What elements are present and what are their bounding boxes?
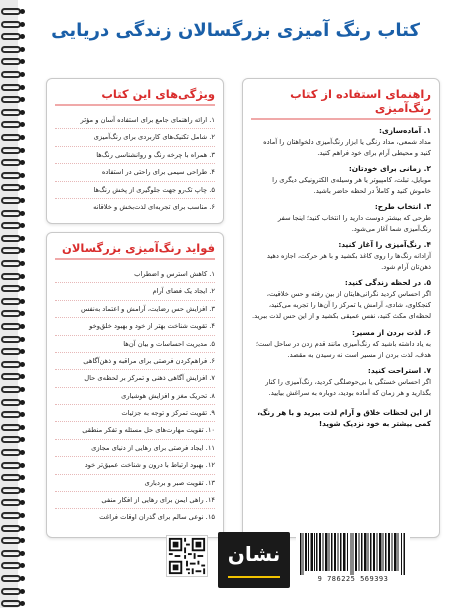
title-divider — [55, 104, 215, 106]
feature-item: ۳. همراه با چرخه رنگ و روانشناسی رنگ‌ها — [55, 147, 215, 164]
binding-hole — [20, 589, 25, 594]
binding-hole — [20, 551, 25, 556]
barcode-graphic — [296, 531, 410, 575]
feature-item: ۱. ارائه راهنمای جامع برای استفاده آسان و مؤثر — [55, 112, 215, 129]
benefits-box — [46, 232, 224, 538]
isbn-number: 9 786225 569393 — [317, 575, 389, 583]
benefit-item: ۴. تقویت شناخت بهتر از خود و بهبود خلق‌وخو — [55, 318, 215, 335]
feature-item: ۶. مناسب برای تجربه‌ای لذت‌بخش و خلاقانه — [93, 202, 215, 211]
spiral-ring — [1, 33, 21, 40]
guide-step-text: آزادانه رنگ‌ها را روی کاغذ بکشید و با هر حرکت، اجازه دهید ذهن‌تان آرام شود. — [266, 252, 431, 272]
guide-step-heading: ۶. لذت بردن از مسیر: — [351, 327, 431, 337]
spiral-ring — [1, 361, 21, 368]
spiral-ring — [1, 121, 21, 128]
guide-closing: از این لحظات خلاق و آرام لذت ببرید و با هر رنگ، کمی بیشتر به خود نزدیک شوید! — [257, 407, 431, 429]
binding-hole — [20, 425, 25, 430]
benefit-item: ۱۳. تقویت صبر و بردباری — [55, 475, 215, 492]
binding-hole — [20, 72, 25, 77]
spiral-ring — [1, 235, 21, 242]
spiral-ring — [1, 537, 21, 544]
guide-step-text: اگر احساس خستگی یا بی‌حوصلگی کردید، رنگ‌آمیزی را کنار بگذارید و هر زمان که آماده بودید، دوباره به سراغش بیایید. — [265, 377, 431, 397]
title-divider — [251, 118, 431, 120]
book-title: کتاب رنگ آمیزی بزرگسالان زندگی دریایی — [51, 20, 420, 41]
feature-item: ۲. شامل تکنیک‌های کاربردی برای رنگ‌آمیزی — [55, 129, 215, 146]
binding-hole — [20, 85, 25, 90]
qr-code — [166, 535, 208, 577]
binding-hole — [20, 47, 25, 52]
spiral-ring — [1, 323, 21, 330]
spiral-ring — [1, 399, 21, 406]
spiral-ring — [1, 184, 21, 191]
spiral-ring — [1, 197, 21, 204]
spiral-ring — [1, 588, 21, 595]
benefit-item: ۵. مدیریت احساسات و بیان آن‌ها — [55, 336, 215, 353]
spiral-ring — [1, 373, 21, 380]
usage-guide-box — [242, 78, 440, 538]
benefits-list — [55, 266, 215, 526]
binding-hole — [20, 362, 25, 367]
binding-hole — [20, 148, 25, 153]
binding-hole — [20, 110, 25, 115]
benefit-item: ۱۲. بهبود ارتباط با درون و شناخت عمیق‌تر خود — [55, 457, 215, 474]
guide-step-heading: ۳. انتخاب طرح: — [374, 202, 431, 212]
spiral-ring — [1, 462, 21, 469]
spiral-ring — [1, 562, 21, 569]
spiral-ring — [1, 159, 21, 166]
spiral-ring — [1, 96, 21, 103]
binding-hole — [20, 337, 25, 342]
spiral-ring — [1, 336, 21, 343]
spiral-ring — [1, 172, 21, 179]
spiral-ring — [1, 499, 21, 506]
spiral-ring — [1, 512, 21, 519]
guide-step-text: مداد شمعی، مداد رنگی یا ابزار رنگ‌آمیزی دلخواهتان را آماده کنید و محیطی آرام برای خود فراهم کنید. — [263, 138, 431, 158]
benefit-item: ۱۱. ایجاد فرصتی برای رهایی از دنیای مجازی — [55, 440, 215, 457]
feature-item: ۵. چاپ تک‌رو جهت جلوگیری از پخش رنگ‌ها — [55, 182, 215, 199]
title-divider — [55, 258, 215, 260]
spiral-ring — [1, 21, 21, 28]
benefit-item: ۹. تقویت تمرکز و توجه به جزئیات — [55, 405, 215, 422]
spiral-ring — [1, 247, 21, 254]
benefit-item: ۶. فراهم‌کردن فرصتی برای مراقبه و ذهن‌آگاهی — [55, 353, 215, 370]
spiral-ring — [1, 273, 21, 280]
isbn-barcode — [296, 531, 410, 589]
spiral-ring — [1, 222, 21, 229]
spiral-ring — [1, 58, 21, 65]
feature-item: ۴. طراحی سیمی برای راحتی در استفاده — [55, 164, 215, 181]
binding-hole — [20, 173, 25, 178]
guide-step-text: اگر احساس کردید نگرانی‌هایتان از بین رفته و حس خلاقیت، کنجکاوی، شادی، آرامش یا تمرکز را آن‌ها را تجربه می‌کنید، لحظه‌ای مکث کنید، نفس عمیقی بکشید و از این حس لذت ببرید. — [252, 290, 431, 321]
binding-hole — [20, 526, 25, 531]
benefit-item: ۱۴. راهی ایمن برای رهایی از افکار منفی — [55, 492, 215, 509]
binding-hole — [20, 513, 25, 518]
qr-code-graphic — [167, 536, 207, 576]
publisher-logo — [218, 532, 290, 588]
spiral-ring — [1, 260, 21, 267]
binding-hole — [20, 299, 25, 304]
binding-hole — [20, 236, 25, 241]
benefit-item: ۱۰. تقویت مهارت‌های حل مسئله و تفکر منطقی — [55, 422, 215, 439]
benefits-title: فواید رنگ‌آمیزی بزرگسالان — [62, 241, 215, 255]
spiral-ring — [1, 298, 21, 305]
guide-step-heading: ۱. آماده‌سازی: — [379, 126, 431, 135]
spiral-ring — [1, 525, 21, 532]
spiral-ring — [1, 285, 21, 292]
spiral-ring — [1, 600, 21, 607]
spiral-ring — [1, 487, 21, 494]
usage-guide-title: راهنمای استفاده از کتاب رنگ‌آمیزی — [290, 87, 431, 115]
guide-step-text: موبایل، تبلت، کامپیوتر یا هر وسیله‌ی الکترونیکی دیگری را خاموش کنید و کاملاً در لحظه حاضر باشید. — [272, 176, 431, 196]
benefit-item: ۳. افزایش حس رضایت، آرامش و اعتماد به‌نفس — [55, 301, 215, 318]
binding-hole — [20, 9, 25, 14]
guide-step-text: به یاد داشته باشید که رنگ‌آمیزی مانند قدم زدن در ساحل است؛ هدف، لذت بردن از مسیر است نه رسیدن به مقصد. — [255, 339, 431, 359]
publisher-logo-accent — [228, 576, 280, 578]
binding-hole — [20, 324, 25, 329]
benefit-item: ۸. تحریک مغز و افزایش هوشیاری — [55, 388, 215, 405]
binding-hole — [20, 576, 25, 581]
spiral-ring — [1, 575, 21, 582]
spiral-binding — [0, 0, 22, 608]
guide-step-heading: ۲. زمانی برای خودتان: — [348, 164, 431, 174]
binding-hole — [20, 274, 25, 279]
spiral-ring — [1, 210, 21, 217]
binding-hole — [20, 22, 25, 27]
features-title: ویژگی‌های این کتاب — [101, 87, 215, 101]
spiral-ring — [1, 84, 21, 91]
binding-hole — [20, 463, 25, 468]
spiral-ring — [1, 436, 21, 443]
spiral-ring — [1, 109, 21, 116]
benefit-item: ۱. کاهش استرس و اضطراب — [55, 266, 215, 283]
guide-step-text: طرحی که بیشتر دوست دارید را انتخاب کنید؛ اینجا سفر رنگ‌آمیزی شما آغاز می‌شود. — [277, 214, 431, 234]
spiral-ring — [1, 71, 21, 78]
spiral-ring — [1, 386, 21, 393]
spiral-ring — [1, 550, 21, 557]
spiral-ring — [1, 348, 21, 355]
spiral-ring — [1, 147, 21, 154]
features-box — [46, 78, 224, 224]
binding-hole — [20, 198, 25, 203]
spiral-ring — [1, 474, 21, 481]
binding-hole — [20, 387, 25, 392]
spiral-ring — [1, 134, 21, 141]
guide-step-heading: ۷. استراحت کنید: — [367, 365, 431, 375]
binding-hole — [20, 211, 25, 216]
guide-step-heading: ۴. رنگ‌آمیزی را آغاز کنید: — [338, 240, 431, 250]
guide-step-heading: ۵. در لحظه زندگی کنید: — [344, 278, 431, 288]
spiral-ring — [1, 46, 21, 53]
spiral-ring — [1, 8, 21, 15]
binding-hole — [20, 450, 25, 455]
binding-hole — [20, 400, 25, 405]
benefit-item: ۷. افزایش آگاهی ذهنی و تمرکز بر لحظه‌ی حال — [55, 370, 215, 387]
publisher-logo-text: نشان — [227, 542, 281, 566]
binding-hole — [20, 488, 25, 493]
back-cover — [18, 0, 450, 608]
spiral-ring — [1, 411, 21, 418]
spiral-ring — [1, 449, 21, 456]
binding-hole — [20, 261, 25, 266]
features-list — [55, 112, 215, 215]
spiral-ring — [1, 310, 21, 317]
benefit-item: ۲. ایجاد یک فضای آرام — [55, 283, 215, 300]
binding-hole — [20, 135, 25, 140]
benefit-item: ۱۵. نوعی سالم برای گذران اوقات فراغت — [99, 513, 215, 522]
spiral-ring — [1, 424, 21, 431]
